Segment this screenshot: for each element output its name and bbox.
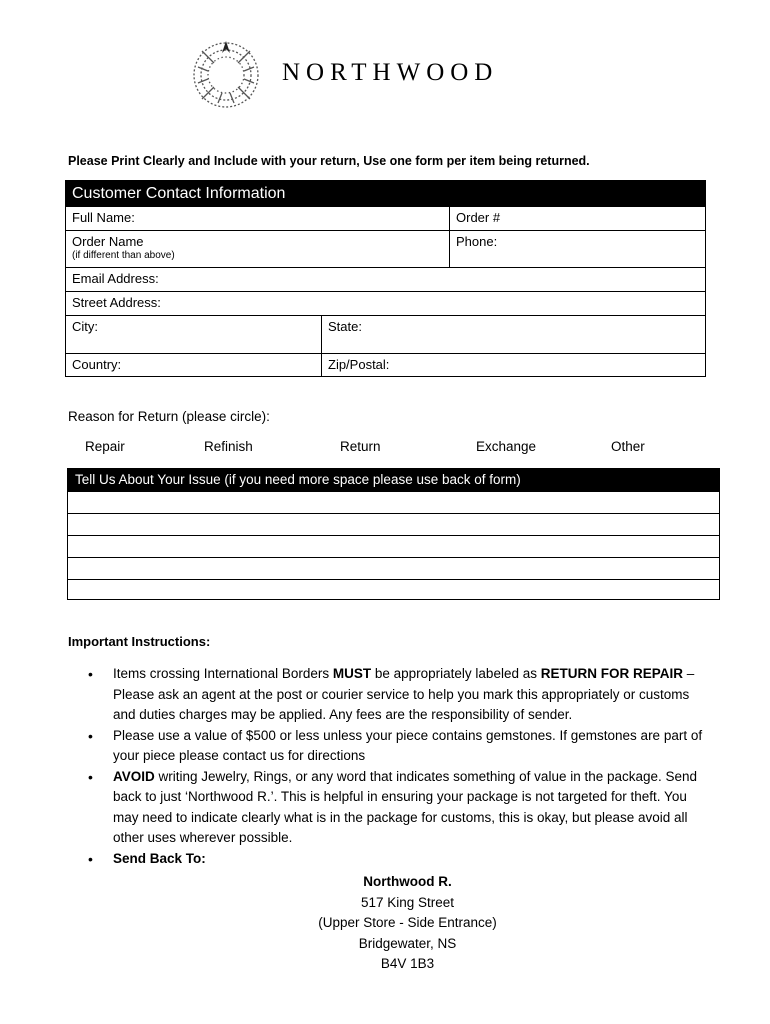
full-name-label: Full Name: bbox=[72, 210, 135, 225]
phone-field[interactable] bbox=[450, 231, 705, 267]
instruction-text: writing Jewelry, Rings, or any word that indicates something of value in the package. Send back to just ‘Northwood R.’. This is helpful in ensuring your package is not targeted for theft. You may need to indicate clearly what is in the package for customs, this is okay, but please avoid all other uses wherever possible. bbox=[113, 768, 698, 845]
instruction-emphasis: Send Back To: bbox=[113, 850, 206, 866]
instruction-item bbox=[88, 767, 703, 849]
reason-option-other[interactable]: Other bbox=[611, 439, 645, 454]
reason-option-return[interactable]: Return bbox=[340, 439, 381, 454]
issue-line[interactable] bbox=[68, 491, 719, 513]
zip-label: Zip/Postal: bbox=[328, 357, 390, 372]
reason-option-refinish[interactable]: Refinish bbox=[204, 439, 253, 454]
instructions-list bbox=[88, 664, 703, 869]
state-label: State: bbox=[328, 319, 362, 334]
email-field[interactable] bbox=[66, 268, 705, 291]
northwood-emblem-icon bbox=[188, 37, 264, 113]
issue-section bbox=[67, 468, 720, 600]
state-field[interactable] bbox=[322, 316, 705, 353]
address-name: Northwood R. bbox=[363, 874, 452, 889]
city-label: City: bbox=[72, 319, 98, 334]
instruction-item bbox=[88, 726, 703, 767]
form-intro: Please Print Clearly and Include with your return, Use one form per item being returned. bbox=[68, 154, 590, 168]
city-field[interactable] bbox=[66, 316, 322, 353]
address-street: 517 King Street bbox=[360, 894, 455, 910]
reason-option-exchange[interactable]: Exchange bbox=[476, 439, 537, 454]
issue-line[interactable] bbox=[68, 579, 719, 599]
address-note: (Upper Store - Side Entrance) bbox=[318, 915, 497, 930]
issue-line[interactable] bbox=[68, 535, 719, 557]
brand-name: NORTHWOOD bbox=[282, 59, 499, 86]
instruction-item bbox=[88, 849, 703, 870]
email-label: Email Address: bbox=[72, 271, 159, 286]
reason-label: Reason for Return (please circle): bbox=[68, 409, 270, 424]
address-postal: B4V 1B3 bbox=[380, 956, 435, 971]
country-field[interactable] bbox=[66, 354, 322, 376]
address-city: Bridgewater, NS bbox=[358, 935, 457, 951]
issue-line[interactable] bbox=[68, 557, 719, 579]
reason-option-repair[interactable]: Repair bbox=[85, 439, 125, 454]
return-address bbox=[250, 872, 565, 975]
street-address-label: Street Address: bbox=[72, 295, 161, 310]
order-name-note: (if different than above) bbox=[72, 250, 175, 261]
street-address-field[interactable] bbox=[66, 292, 705, 315]
issue-line[interactable] bbox=[68, 513, 719, 535]
order-name-label: Order Name bbox=[72, 234, 144, 249]
instructions-title: Important Instructions: bbox=[68, 634, 211, 649]
zip-field[interactable] bbox=[322, 354, 705, 376]
country-label: Country: bbox=[72, 357, 122, 372]
instruction-text: – Please ask an agent at the post or courier service to help you mark this appropriately or customs and duties charges may be applied. Any fees are the responsibility of sender. bbox=[113, 666, 695, 722]
customer-contact-section bbox=[65, 180, 706, 377]
full-name-field[interactable] bbox=[66, 207, 450, 230]
issue-header: Tell Us About Your Issue (if you need more space please use back of form) bbox=[68, 469, 719, 491]
phone-label: Phone: bbox=[456, 234, 498, 249]
order-number-label: Order # bbox=[456, 210, 501, 225]
northwood-logo bbox=[188, 37, 588, 117]
contact-header: Customer Contact Information bbox=[66, 181, 705, 206]
instruction-text: Please use a value of $500 or less unless your piece contains gemstones. If gemstones are part of your piece please contact us for directions bbox=[113, 727, 703, 763]
instruction-emphasis: AVOID bbox=[113, 768, 155, 784]
order-name-field[interactable] bbox=[66, 231, 450, 267]
instruction-emphasis: RETURN FOR REPAIR bbox=[540, 666, 683, 681]
instruction-item bbox=[88, 664, 703, 726]
order-number-field[interactable] bbox=[450, 207, 705, 230]
instruction-emphasis: MUST bbox=[332, 666, 372, 681]
instruction-text: be appropriately labeled as bbox=[371, 666, 541, 681]
instruction-text: Items crossing International Borders bbox=[113, 666, 333, 681]
